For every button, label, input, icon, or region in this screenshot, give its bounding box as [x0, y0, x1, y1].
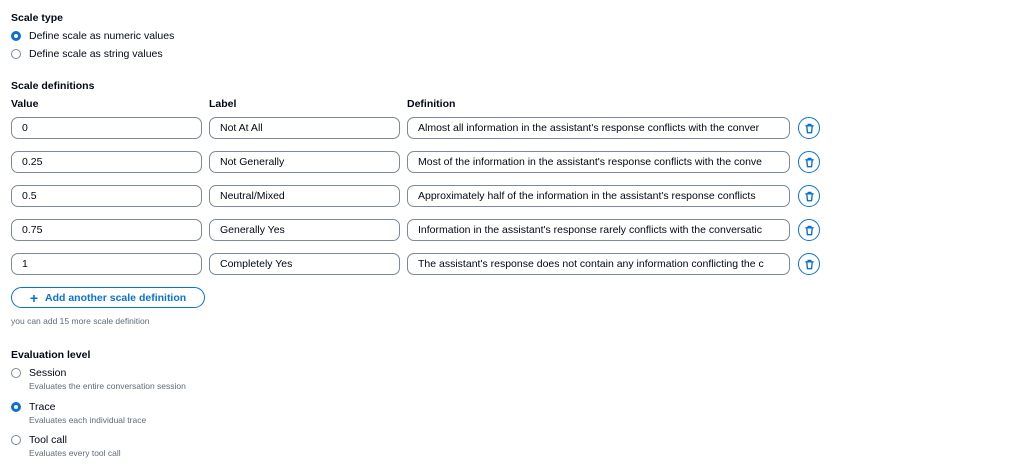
- scale-definition-input[interactable]: Approximately half of the information in the assistant's response conflicts: [407, 185, 790, 207]
- scale-definition-input[interactable]: Information in the assistant's response rarely conflicts with the conversatic: [407, 219, 790, 241]
- radio-session-label: Session: [29, 367, 67, 379]
- column-header-definition: Definition: [407, 98, 456, 110]
- scale-type-title: Scale type: [11, 12, 63, 24]
- radio-session-description: Evaluates the entire conversation session: [29, 381, 186, 391]
- plus-icon: +: [29, 289, 38, 306]
- scale-value-input[interactable]: 0.25: [11, 151, 202, 173]
- radio-string-control[interactable]: [11, 49, 21, 59]
- scale-definitions-title: Scale definitions: [11, 80, 95, 92]
- add-scale-definition-label: Add another scale definition: [45, 291, 187, 304]
- radio-numeric-label: Define scale as numeric values: [29, 30, 175, 42]
- radio-trace-description: Evaluates each individual trace: [29, 415, 147, 425]
- radio-numeric[interactable]: [11, 30, 174, 43]
- evaluation-level-title: Evaluation level: [11, 349, 91, 361]
- trash-icon: [804, 225, 815, 236]
- scale-definition-input[interactable]: Most of the information in the assistant's response conflicts with the conve: [407, 151, 790, 173]
- radio-session[interactable]: [11, 367, 186, 392]
- radio-string[interactable]: [11, 48, 163, 61]
- trash-icon: [804, 259, 815, 270]
- scale-label-input[interactable]: Neutral/Mixed: [209, 185, 400, 207]
- radio-tool-call-label: Tool call: [29, 434, 67, 446]
- trash-icon: [804, 191, 815, 202]
- radio-trace[interactable]: [11, 401, 146, 426]
- trash-icon: [804, 123, 815, 134]
- radio-tool-call-description: Evaluates every tool call: [29, 448, 121, 458]
- radio-numeric-control[interactable]: [11, 31, 21, 41]
- scale-label-input[interactable]: Generally Yes: [209, 219, 400, 241]
- scale-value-input[interactable]: 1: [11, 253, 202, 275]
- radio-tool-call[interactable]: [11, 434, 121, 459]
- radio-trace-label: Trace: [29, 401, 56, 413]
- scale-definition-input[interactable]: Almost all information in the assistant's response conflicts with the conver: [407, 117, 790, 139]
- column-header-label: Label: [209, 98, 237, 110]
- radio-string-label: Define scale as string values: [29, 48, 163, 60]
- scale-value-input[interactable]: 0.75: [11, 219, 202, 241]
- add-scale-hint: you can add 15 more scale definition: [11, 316, 150, 326]
- scale-definition-input[interactable]: The assistant's response does not contain any information conflicting the c: [407, 253, 790, 275]
- delete-row-button[interactable]: [798, 151, 820, 173]
- delete-row-button[interactable]: [798, 219, 820, 241]
- add-scale-definition-button[interactable]: [11, 287, 205, 308]
- column-header-value: Value: [11, 98, 39, 110]
- scale-label-input[interactable]: Completely Yes: [209, 253, 400, 275]
- radio-tool-call-control[interactable]: [11, 435, 21, 445]
- radio-trace-control[interactable]: [11, 402, 21, 412]
- scale-label-input[interactable]: Not Generally: [209, 151, 400, 173]
- trash-icon: [804, 157, 815, 168]
- delete-row-button[interactable]: [798, 185, 820, 207]
- delete-row-button[interactable]: [798, 117, 820, 139]
- radio-session-control[interactable]: [11, 368, 21, 378]
- delete-row-button[interactable]: [798, 253, 820, 275]
- scale-label-input[interactable]: Not At All: [209, 117, 400, 139]
- scale-value-input[interactable]: 0: [11, 117, 202, 139]
- scale-value-input[interactable]: 0.5: [11, 185, 202, 207]
